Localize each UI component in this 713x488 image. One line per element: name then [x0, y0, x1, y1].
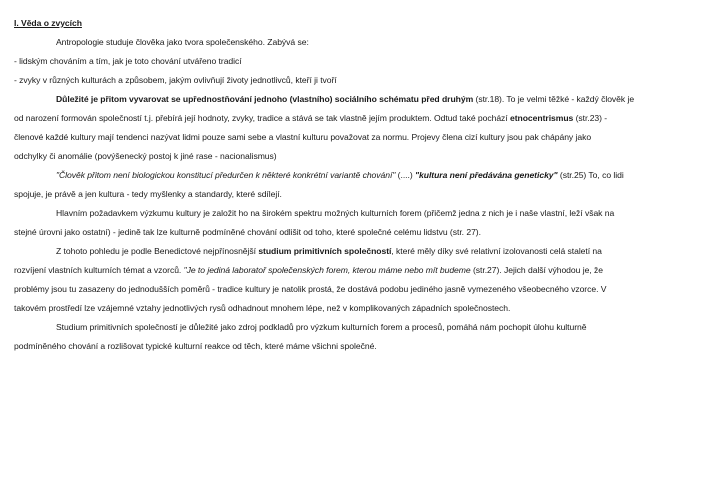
document-body: [14, 33, 704, 356]
text-run: "kultura není předávána geneticky": [414, 170, 558, 180]
text-run: - lidským chováním a tím, jak je toto chování utvářeno tradicí: [14, 56, 242, 66]
text-line: [14, 337, 704, 356]
paragraph: [14, 166, 704, 204]
text-run: spojuje, je právě a jen kultura - tedy myšlenky a standardy, které sdílejí.: [14, 189, 282, 199]
text-line: [14, 242, 704, 261]
text-run: problémy jsou tu zasazeny do jednodušších poměrů - tradice kultury je natolik prostá, že dostává podobu jediného jasně vymezeného všeobecného vzorce. V: [14, 284, 607, 294]
text-run: stejné úrovni jako ostatní) - jedině tak lze kulturně podmíněné chování odlišit od toho, které společné celému lidstvu (str. 27).: [14, 227, 481, 237]
section-heading: I. Věda o zvycích: [14, 18, 82, 28]
text-line: [14, 128, 704, 147]
text-line: [14, 71, 704, 90]
text-line: [14, 261, 704, 280]
text-run: (str.23) -: [573, 113, 608, 123]
text-run: - zvyky v různých kulturách a způsobem, jakým ovlivňují životy jednotlivců, kteří ji tvoří: [14, 75, 337, 85]
text-run: odchylky či anomálie (povýšenecký postoj k jiné rase - nacionalismus): [14, 151, 277, 161]
document-page: [14, 14, 704, 356]
paragraph: [14, 318, 704, 356]
text-run: etnocentrismus: [509, 113, 574, 123]
paragraph: [14, 33, 704, 52]
text-line: [14, 318, 704, 337]
text-run: (str.27). Jejich další výhodou je, že: [470, 265, 603, 275]
text-run: Důležité je přitom vyvarovat se upřednostňování jednoho (vlastního) sociálního schématu před druhým: [56, 94, 474, 104]
text-line: [14, 299, 704, 318]
text-line: [14, 52, 704, 71]
text-run: podmíněného chování a rozlišovat typické kulturní reakce od těch, které máme všichni společné.: [14, 341, 377, 351]
text-run: (str.18). To je velmi těžké - každý člověk je: [473, 94, 635, 104]
text-line: [14, 90, 704, 109]
text-run: Hlavním požadavkem výzkumu kultury je založit ho na širokém spektru možných kulturních forem (přičemž jedna z nich je i naše vlastní, leží však na: [56, 208, 615, 218]
text-line: [14, 280, 704, 299]
paragraph: [14, 204, 704, 242]
text-line: [14, 33, 704, 52]
text-run: Z tohoto pohledu je podle Benedictové nejpřínosnější: [56, 246, 259, 256]
paragraph: [14, 90, 704, 166]
text-line: [14, 204, 704, 223]
text-run: Antropologie studuje člověka jako tvora společenského. Zabývá se:: [56, 37, 309, 47]
text-run: rozvíjení vlastních kulturních témat a vzorců.: [14, 265, 184, 275]
text-run: , které měly díky své relativní izolovanosti celá staletí na: [391, 246, 602, 256]
paragraph: [14, 242, 704, 318]
text-run: (str.25) To, co lidi: [557, 170, 624, 180]
text-line: [14, 147, 704, 166]
text-run: "Člověk přitom není biologickou konstitucí předurčen k některé konkrétní variantě chování": [56, 170, 396, 180]
paragraph: [14, 52, 704, 90]
text-line: [14, 223, 704, 242]
text-run: (....): [395, 170, 415, 180]
text-run: Studium primitivních společností je důležité jako zdroj podkladů pro výzkum kulturních forem a procesů, pomáhá nám pochopit úlohu kulturně: [56, 322, 587, 332]
text-line: [14, 166, 704, 185]
text-line: [14, 185, 704, 204]
text-run: takovém prostředí lze vzájemné vztahy jednotlivých rysů odhadnout mnohem lépe, než v komplikovaných západních společnostech.: [14, 303, 511, 313]
text-line: [14, 109, 704, 128]
text-run: od narození formován společností t.j. přebírá její hodnoty, zvyky, tradice a stává se tak vlastně jejím produktem. Odtud také pochází: [14, 113, 510, 123]
text-run: studium primitivních společností: [258, 246, 392, 256]
text-run: členové každé kultury mají tendenci nazývat lidmi pouze sami sebe a vlastní kulturu považovat za normu. Projevy člena cizí kultury jsou pak chápány jako: [14, 132, 592, 142]
text-run: "Je to jediná laboratoř společenských forem, kterou máme nebo mít budeme: [183, 265, 471, 275]
